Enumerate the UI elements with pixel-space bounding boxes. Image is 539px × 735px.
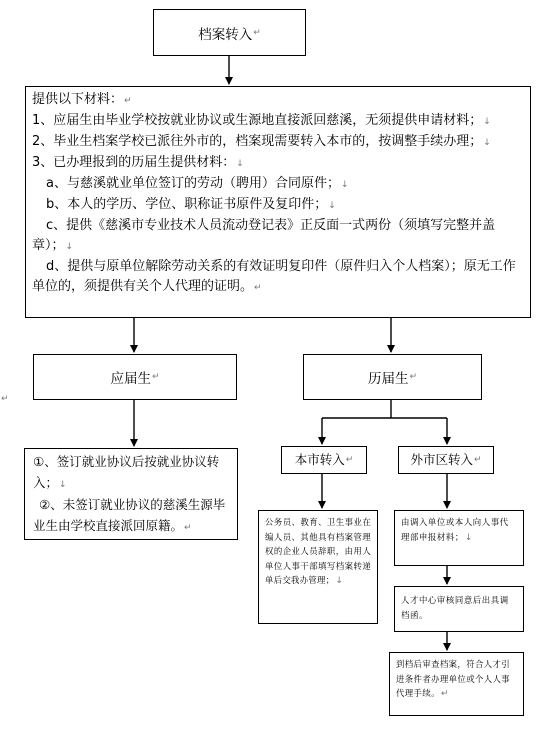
outside-step-1: 由调入单位或本人向人事代理部申报材料； — [401, 517, 509, 542]
outside-transfer-title: 外市区转入 — [410, 451, 473, 467]
fresh-graduates-title: 应届生 — [110, 371, 151, 387]
local-transfer-detail-box: 公务员、教育、卫生事业在编人员、其他具有档案管理权的企业人员辞职，由用人单位人事干部填写档案转递单后交我办管理；↓ — [258, 510, 378, 624]
materials-item-3b: b、本人的学历、学位、职称证书原件及复印件； — [46, 197, 328, 212]
outside-step-2-box — [394, 586, 524, 632]
margin-return-mark: ↵ — [1, 394, 9, 404]
fresh-rule-2: ②、未签订就业协议的慈溪生源毕业生由学校直接派回原籍。 — [33, 497, 226, 533]
outside-transfer-box: 外市区转入 ↵ — [398, 446, 494, 474]
local-transfer-title: 本市转入 — [294, 451, 345, 467]
materials-item-3c: c、提供《慈溪市专业技术人员流动登记表》正反面一式两份（须填写完整并盖章）； — [32, 218, 496, 253]
past-graduates-title: 历届生 — [367, 371, 409, 387]
materials-item-3: 3、已办理报到的历届生提供材料： — [32, 155, 236, 170]
archive-transfer-in-title: 档案转入 — [198, 26, 253, 43]
fresh-graduates-detail-box: ①、签订就业协议后按就业协议转入；↓ ②、未签订就业协议的慈溪生源毕业生由学校直接派回原籍。↵ — [24, 448, 238, 540]
materials-box: 提供以下材料：↵ 1、应届生由毕业学校按就业协议或生源地直接派回慈溪，无须提供申请材料；↓ 2、毕业生档案学校已派往外市的，档案现需要转入本市的，按调整手续办理；↓ 3、已办理报到的历届生提供材料：↓ a、与慈溪就业单位签订的劳动（聘用）合同原件；↓ b、本人的学历、学位、职称证书原件及复印件；↓ c、提供《慈溪市专业技术人员流动登记表》正反面一式两份（须填写完整并盖章）；↓ d、提供与原单位解除劳动关系的有效证明复印件（原件归入个人档案）；原无工作单位的，须提供有关个人代理的证明。↵ — [25, 86, 531, 318]
fresh-graduates-box: 应届生 ↵ — [33, 354, 237, 400]
archive-transfer-in-box: 档案转入 ↵ — [153, 9, 306, 56]
materials-item-2: 2、毕业生档案学校已派往外市的，档案现需要转入本市的，按调整手续办理； — [32, 134, 483, 149]
outside-step-3-box: 到档后审查档案，符合人才引进条件者办理单位或个人人事代理手续。↵ — [389, 652, 524, 716]
outside-step-1-box: 由调入单位或本人向人事代理部申报材料；↓ — [394, 510, 524, 566]
past-graduates-box: 历届生 ↵ — [303, 354, 482, 400]
local-transfer-box: 本市转入 ↵ — [281, 446, 367, 474]
outside-step-3: 到档后审查档案，符合人才引进条件者办理单位或个人人事代理手续。 — [396, 659, 511, 699]
fresh-rule-1: ①、签订就业协议后按就业协议转入； — [33, 454, 220, 490]
materials-item-1: 1、应届生由毕业学校按就业协议或生源地直接派回慈溪，无须提供申请材料； — [32, 113, 483, 128]
materials-item-3a: a、与慈溪就业单位签订的劳动（聘用）合同原件； — [46, 176, 340, 191]
outside-step-2: 人才中心审核同意后出具调档函。 — [401, 595, 509, 620]
local-transfer-detail: 公务员、教育、卫生事业在编人员、其他具有档案管理权的企业人员辞职，由用人单位人事干部填写档案转递单后交我办管理； — [265, 517, 371, 586]
materials-item-3d: d、提供与原单位解除劳动关系的有效证明复印件（原件归入个人档案）；原无工作单位的，须提供有关个人代理的证明。 — [32, 259, 516, 294]
materials-heading: 提供以下材料： — [32, 92, 124, 107]
